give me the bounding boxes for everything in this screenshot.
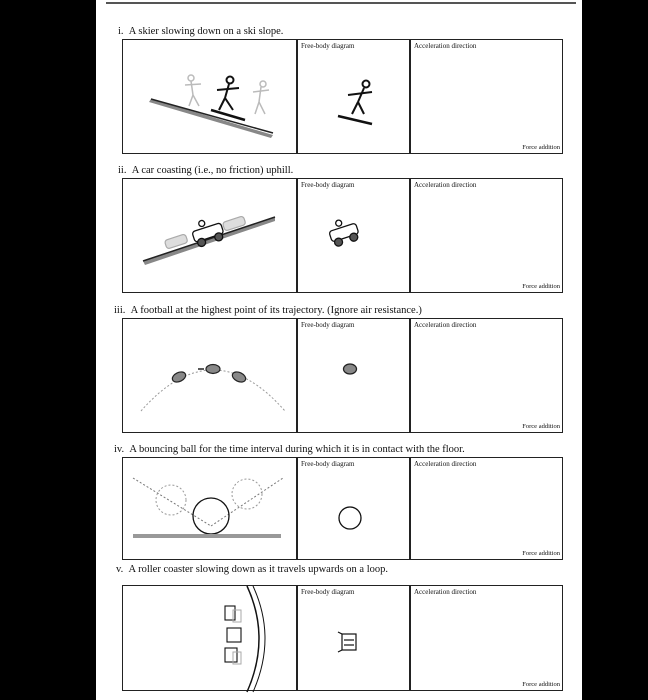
right-black-margin xyxy=(582,0,648,700)
question-text: A skier slowing down on a ski slope. xyxy=(128,26,284,37)
question-title xyxy=(118,165,293,176)
free-body-diagram-box xyxy=(297,178,410,293)
coaster-car-icon xyxy=(298,586,411,692)
acceleration-box xyxy=(410,457,563,560)
acceleration-box xyxy=(410,39,563,154)
bouncing-ball-illustration xyxy=(123,458,298,561)
question-title xyxy=(118,26,283,37)
acceleration-label: Acceleration direction xyxy=(414,321,477,329)
football-icon xyxy=(298,319,411,434)
free-body-label: Free-body diagram xyxy=(301,181,355,189)
force-addition-label: Force addition xyxy=(522,550,560,557)
question-number: iii. xyxy=(114,305,126,316)
left-black-margin xyxy=(0,0,96,700)
acceleration-label: Acceleration direction xyxy=(414,588,477,596)
scenario-box xyxy=(122,178,297,293)
question-title xyxy=(114,305,422,316)
free-body-label: Free-body diagram xyxy=(301,588,355,596)
top-rule xyxy=(106,2,576,4)
question-title xyxy=(114,444,465,455)
free-body-label: Free-body diagram xyxy=(301,321,355,329)
skier-icon xyxy=(298,40,411,155)
question-text: A bouncing ball for the time interval during which it is in contact with the floor. xyxy=(129,444,465,455)
ball-circle-icon xyxy=(298,458,411,561)
scenario-box xyxy=(122,318,297,433)
free-body-diagram-box xyxy=(297,318,410,433)
free-body-label: Free-body diagram xyxy=(301,42,355,50)
acceleration-label: Acceleration direction xyxy=(414,181,477,189)
scenario-box xyxy=(122,457,297,560)
question-number: v. xyxy=(116,564,124,575)
car-on-incline-illustration xyxy=(123,179,298,294)
scenario-box xyxy=(122,39,297,154)
question-number: ii. xyxy=(118,165,127,176)
question-text: A football at the highest point of its trajectory. (Ignore air resistance.) xyxy=(130,305,422,316)
acceleration-label: Acceleration direction xyxy=(414,460,477,468)
football-trajectory-illustration xyxy=(123,319,298,434)
acceleration-box xyxy=(410,178,563,293)
question-number: i. xyxy=(118,26,124,37)
free-body-diagram-box xyxy=(297,585,410,691)
worksheet-page xyxy=(96,0,582,700)
scenario-box xyxy=(122,585,297,691)
question-text: A roller coaster slowing down as it travels upwards on a loop. xyxy=(128,564,388,575)
question-number: iv. xyxy=(114,444,125,455)
free-body-label: Free-body diagram xyxy=(301,460,355,468)
question-title xyxy=(116,564,388,575)
acceleration-box xyxy=(410,585,563,691)
free-body-diagram-box xyxy=(297,39,410,154)
acceleration-box xyxy=(410,318,563,433)
force-addition-label: Force addition xyxy=(522,423,560,430)
force-addition-label: Force addition xyxy=(522,283,560,290)
car-icon xyxy=(298,179,411,294)
question-text: A car coasting (i.e., no friction) uphill. xyxy=(131,165,294,176)
skier-on-slope-illustration xyxy=(123,40,298,155)
free-body-diagram-box xyxy=(297,457,410,560)
roller-coaster-loop-illustration xyxy=(123,586,298,692)
force-addition-label: Force addition xyxy=(522,144,560,151)
force-addition-label: Force addition xyxy=(522,681,560,688)
acceleration-label: Acceleration direction xyxy=(414,42,477,50)
